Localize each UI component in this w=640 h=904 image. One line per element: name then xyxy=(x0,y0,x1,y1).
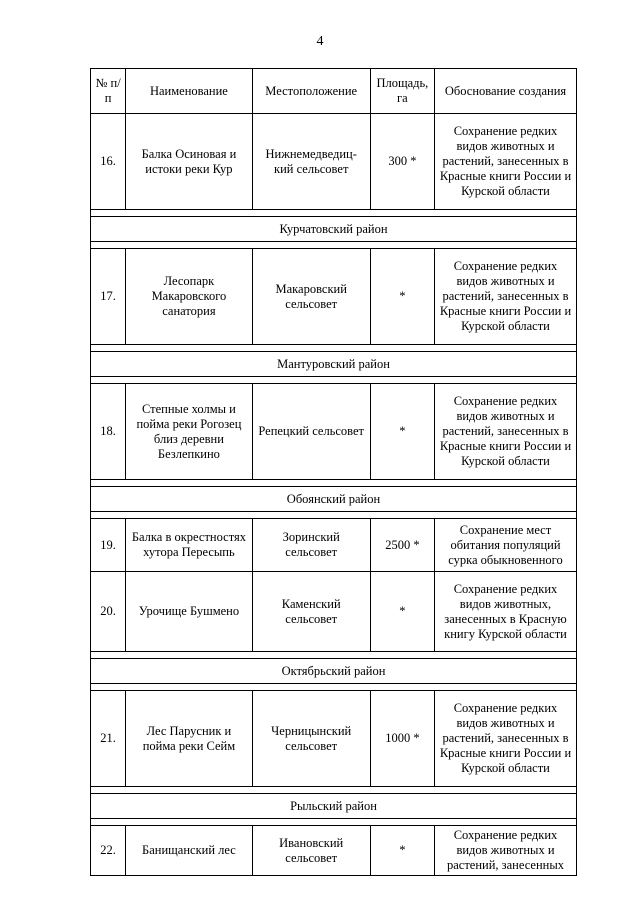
district-row xyxy=(91,352,577,377)
district-row xyxy=(91,487,577,512)
district-name: Рыльский район xyxy=(91,794,577,819)
cell-basis: Сохранение редких видов животных и растений, занесенных xyxy=(435,826,577,876)
district-name: Октябрьский район xyxy=(91,659,577,684)
cell-location: Ивановский сельсовет xyxy=(252,826,370,876)
cell-location: Нижнемедведиц-кий сельсовет xyxy=(252,114,370,210)
cell-name: Урочище Бушмено xyxy=(126,572,252,652)
cell-basis: Сохранение мест обитания популяций сурка обыкновенного xyxy=(435,519,577,572)
cell-basis: Сохранение редких видов животных и растений, занесенных в Красные книги России и Курской области xyxy=(435,114,577,210)
cell-name: Балка Осиновая и истоки реки Кур xyxy=(126,114,252,210)
reserves-table xyxy=(90,68,577,876)
cell-num: 17. xyxy=(91,249,126,345)
page-number: 4 xyxy=(316,34,324,49)
cell-area: 1000 * xyxy=(370,691,434,787)
header-location: Местоположение xyxy=(252,69,370,114)
cell-area: * xyxy=(370,826,434,876)
table-row xyxy=(91,826,577,876)
cell-name: Лес Парусник и пойма реки Сейм xyxy=(126,691,252,787)
cell-area: * xyxy=(370,384,434,480)
cell-basis: Сохранение редких видов животных и растений, занесенных в Красные книги России и Курской области xyxy=(435,249,577,345)
table-row xyxy=(91,384,577,480)
header-name: Наименование xyxy=(126,69,252,114)
district-name: Обоянский район xyxy=(91,487,577,512)
cell-area: * xyxy=(370,572,434,652)
table-header-row xyxy=(91,69,577,114)
cell-num: 19. xyxy=(91,519,126,572)
cell-area: 2500 * xyxy=(370,519,434,572)
cell-name: Лесопарк Макаровского санатория xyxy=(126,249,252,345)
cell-num: 20. xyxy=(91,572,126,652)
cell-location: Каменский сельсовет xyxy=(252,572,370,652)
district-name: Мантуровский район xyxy=(91,352,577,377)
table-row xyxy=(91,691,577,787)
cell-basis: Сохранение редких видов животных и растений, занесенных в Красные книги России и Курской области xyxy=(435,384,577,480)
cell-basis: Сохранение редких видов животных и растений, занесенных в Красные книги России и Курской области xyxy=(435,691,577,787)
table-row xyxy=(91,249,577,345)
cell-num: 18. xyxy=(91,384,126,480)
cell-location: Зоринский сельсовет xyxy=(252,519,370,572)
cell-location: Репецкий сельсовет xyxy=(252,384,370,480)
cell-name: Банищанский лес xyxy=(126,826,252,876)
district-name: Курчатовский район xyxy=(91,217,577,242)
table-row xyxy=(91,572,577,652)
table-row xyxy=(91,114,577,210)
cell-location: Макаровский сельсовет xyxy=(252,249,370,345)
cell-name: Балка в окрестностях хутора Пересыпь xyxy=(126,519,252,572)
cell-num: 21. xyxy=(91,691,126,787)
cell-location: Черницынский сельсовет xyxy=(252,691,370,787)
header-area: Площадь, га xyxy=(370,69,434,114)
cell-area: * xyxy=(370,249,434,345)
cell-area: 300 * xyxy=(370,114,434,210)
district-row xyxy=(91,217,577,242)
cell-name: Степные холмы и пойма реки Рогозец близ деревни Безлепкино xyxy=(126,384,252,480)
district-row xyxy=(91,794,577,819)
header-num: № п/п xyxy=(91,69,126,114)
district-row xyxy=(91,659,577,684)
cell-num: 22. xyxy=(91,826,126,876)
cell-basis: Сохранение редких видов животных, занесенных в Красную книгу Курской области xyxy=(435,572,577,652)
header-basis: Обоснование создания xyxy=(435,69,577,114)
cell-num: 16. xyxy=(91,114,126,210)
table-row xyxy=(91,519,577,572)
